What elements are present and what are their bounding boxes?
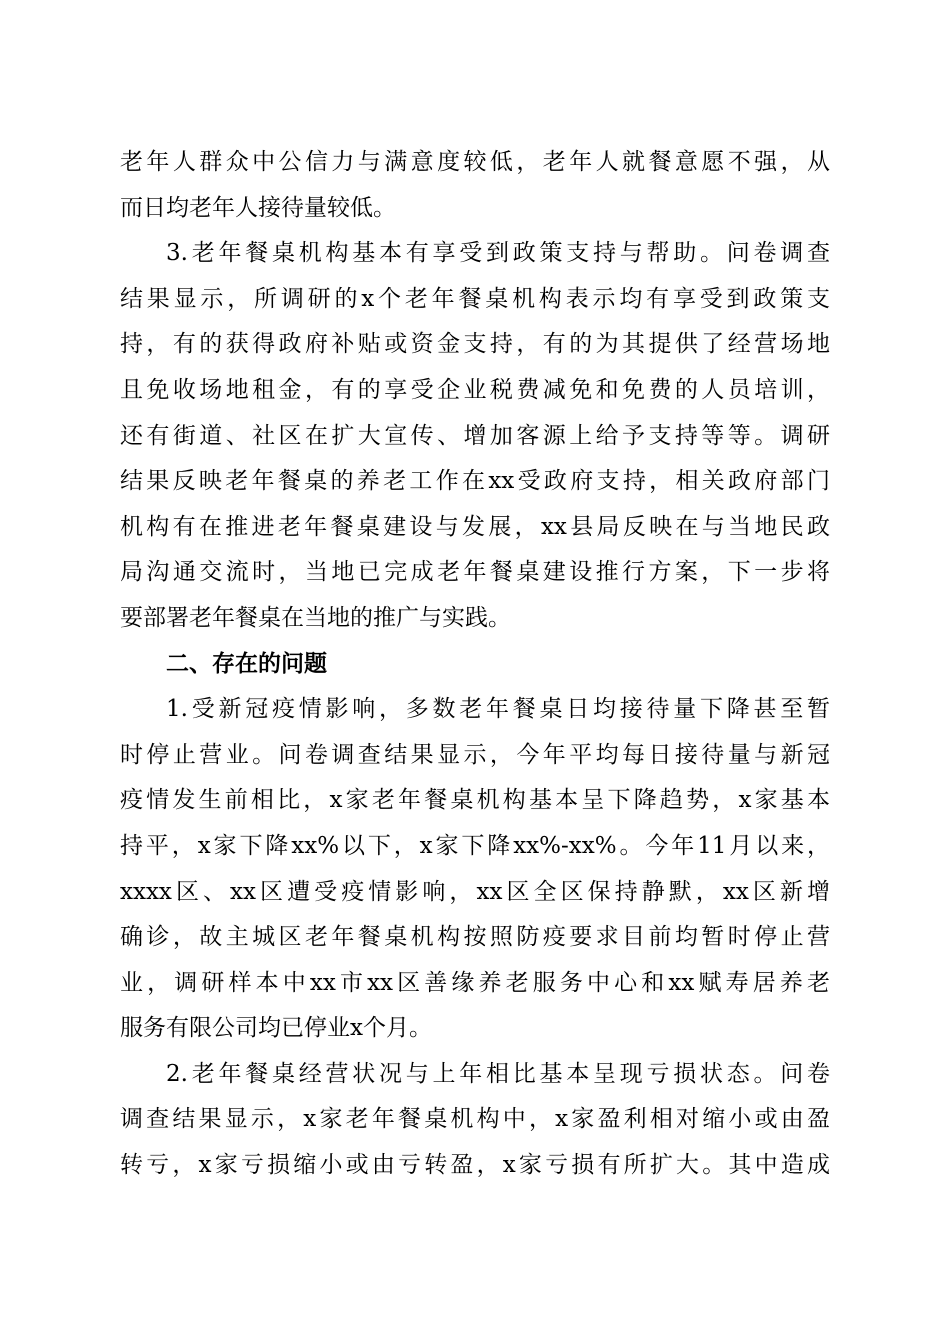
text-line: 转亏，x家亏损缩小或由亏转盈，x家亏损有所扩大。其中造成 <box>120 1152 830 1179</box>
text-line: 还有街道、社区在扩大宣传、增加客源上给予支持等等。调研 <box>120 422 830 449</box>
text-line: 而日均老年人接待量较低。 <box>120 194 396 221</box>
text-line: 疫情发生前相比，x家老年餐桌机构基本呈下降趋势，x家基本 <box>120 787 830 814</box>
paragraph-start-line: 2.老年餐桌经营状况与上年相比基本呈现亏损状态。问卷 <box>166 1060 830 1087</box>
text-line: 确诊，故主城区老年餐桌机构按照防疫要求目前均暂时停止营 <box>120 924 830 951</box>
text-line: 持平，x家下降xx%以下，x家下降xx%-xx%。今年11月以来， <box>120 832 830 859</box>
text-line: 局沟通交流时，当地已完成老年餐桌建设推行方案，下一步将 <box>120 559 830 586</box>
paragraph-start-line: 1.受新冠疫情影响，多数老年餐桌日均接待量下降甚至暂 <box>166 696 830 723</box>
text-line: xxxx区、xx区遭受疫情影响，xx区全区保持静默，xx区新增 <box>120 878 830 905</box>
text-line: 结果显示，所调研的x个老年餐桌机构表示均有享受到政策支 <box>120 285 830 312</box>
text-line: 时停止营业。问卷调查结果显示，今年平均每日接待量与新冠 <box>120 741 830 768</box>
text-line: 机构有在推进老年餐桌建设与发展，xx县局反映在与当地民政 <box>120 513 830 540</box>
text-line: 结果反映老年餐桌的养老工作在xx受政府支持，相关政府部门 <box>120 468 830 495</box>
text-line: 业，调研样本中xx市xx区善缘养老服务中心和xx赋寿居养老 <box>120 969 830 996</box>
text-line: 老年人群众中公信力与满意度较低，老年人就餐意愿不强，从 <box>120 149 830 175</box>
text-line: 服务有限公司均已停业x个月。 <box>120 1015 432 1042</box>
body-text <box>120 140 830 1189</box>
text-line: 要部署老年餐桌在当地的推广与实践。 <box>120 604 511 631</box>
text-line: 持，有的获得政府补贴或资金支持，有的为其提供了经营场地 <box>120 331 830 358</box>
paragraph-start-line: 3.老年餐桌机构基本有享受到政策支持与帮助。问卷调查 <box>166 240 830 267</box>
text-line: 调查结果显示，x家老年餐桌机构中，x家盈利相对缩小或由盈 <box>120 1106 830 1133</box>
section-heading: 二、存在的问题 <box>166 650 327 677</box>
text-line: 且免收场地租金，有的享受企业税费减免和免费的人员培训， <box>120 376 830 403</box>
